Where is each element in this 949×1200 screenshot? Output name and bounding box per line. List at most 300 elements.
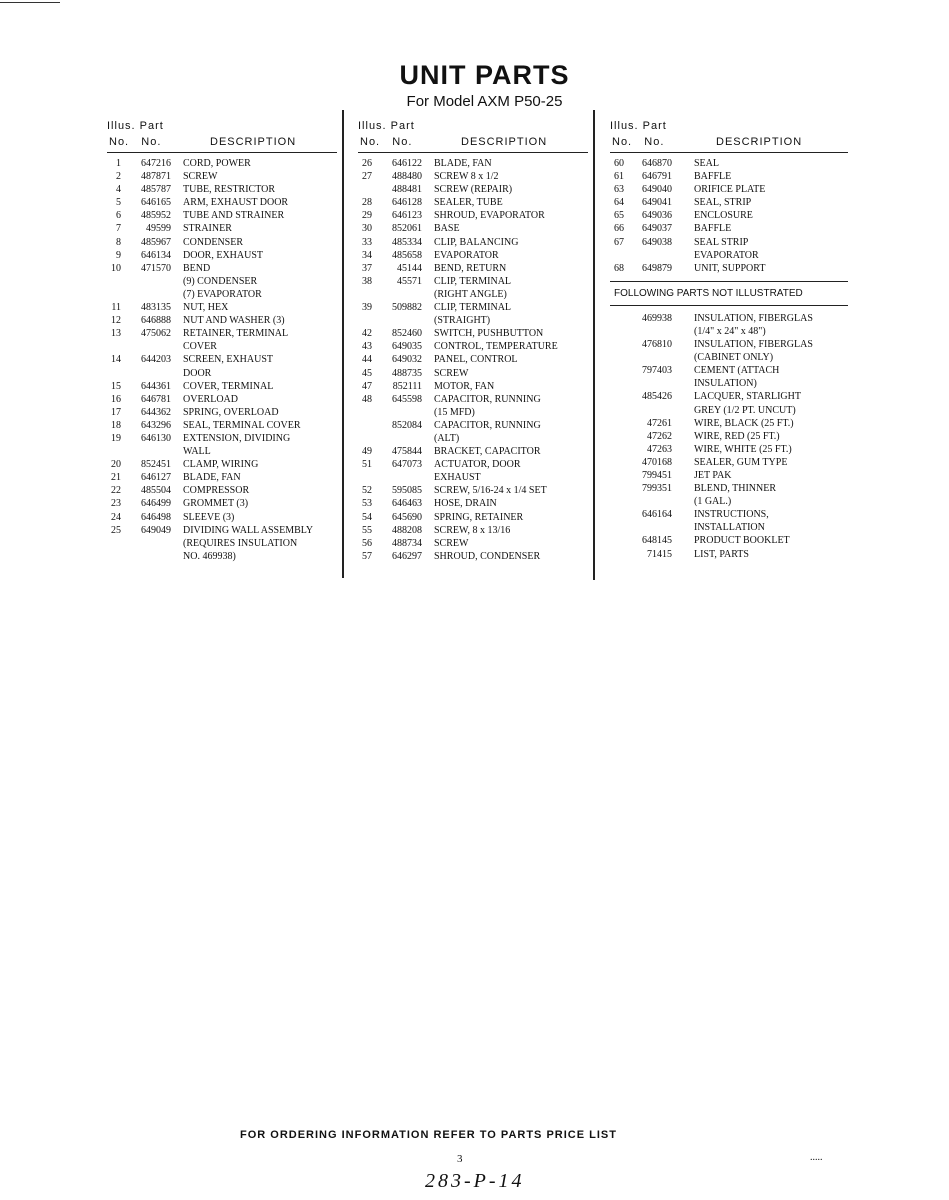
- parts-column-3: [610, 118, 848, 561]
- part-description: LACQUER, STARLIGHT: [694, 391, 801, 403]
- part-row: [358, 497, 588, 510]
- part-description: WALL: [183, 446, 211, 458]
- part-row: [358, 170, 588, 183]
- part-number: 646123: [392, 210, 422, 222]
- part-description: (STRAIGHT): [434, 315, 491, 327]
- part-description: SCREW, 8 x 13/16: [434, 524, 511, 536]
- illus-number: 12: [111, 315, 121, 327]
- part-row: [107, 406, 337, 419]
- part-description: CONTROL, TEMPERATURE: [434, 341, 558, 353]
- part-row: [107, 353, 337, 366]
- illus-number: 67: [614, 236, 624, 248]
- part-row: [107, 170, 337, 183]
- part-number: 45144: [397, 262, 422, 274]
- part-row: [358, 353, 588, 366]
- part-number: 644203: [141, 354, 171, 366]
- part-number: 646781: [141, 393, 171, 405]
- illus-number: 16: [111, 393, 121, 405]
- illus-number: 44: [362, 354, 372, 366]
- part-row: [358, 301, 588, 314]
- part-row: [107, 524, 337, 537]
- part-number: 646134: [141, 249, 171, 261]
- part-row: [107, 458, 337, 471]
- illus-number: 66: [614, 223, 624, 235]
- part-row: [358, 314, 588, 327]
- part-row: [610, 417, 848, 430]
- part-row: [610, 495, 848, 508]
- part-description: BEND, RETURN: [434, 262, 507, 274]
- part-number: 649038: [642, 236, 672, 248]
- part-number: 45571: [397, 275, 422, 287]
- part-number: 488735: [392, 367, 422, 379]
- part-number: 646164: [642, 509, 672, 521]
- part-number: 646499: [141, 498, 171, 510]
- illus-number: 19: [111, 432, 121, 444]
- part-number: 649879: [642, 262, 672, 274]
- part-description: GROMMET (3): [183, 498, 249, 510]
- part-row: [358, 393, 588, 406]
- part-description: CEMENT (ATTACH: [694, 365, 780, 377]
- part-row: [107, 340, 337, 353]
- part-number: 471570: [141, 262, 171, 274]
- part-row: [358, 432, 588, 445]
- illus-number: 18: [111, 419, 121, 431]
- part-number: 852111: [392, 380, 422, 392]
- part-description: (ALT): [434, 432, 460, 444]
- part-number: 649049: [141, 524, 171, 536]
- part-row: [107, 471, 337, 484]
- illus-number: 65: [614, 210, 624, 222]
- part-number: 646463: [392, 498, 422, 510]
- part-row: [610, 249, 848, 262]
- illus-number: 51: [362, 459, 372, 471]
- illus-number: 48: [362, 393, 372, 405]
- illus-number: 28: [362, 197, 372, 209]
- part-number: 487871: [141, 171, 171, 183]
- column-divider-2: [593, 110, 595, 580]
- part-number: 485967: [141, 236, 171, 248]
- part-row: [358, 327, 588, 340]
- part-description: NUT AND WASHER (3): [183, 315, 285, 327]
- part-description: TUBE AND STRAINER: [183, 210, 285, 222]
- part-description: SCREW (REPAIR): [434, 184, 513, 196]
- top-edge-mark: [0, 2, 60, 3]
- illus-number: 42: [362, 328, 372, 340]
- illus-number: 49: [362, 446, 372, 458]
- part-number: 645598: [392, 393, 422, 405]
- part-description: NO. 469938): [183, 550, 236, 562]
- header-no-no: No. No.: [360, 136, 413, 148]
- part-number: 649035: [392, 341, 422, 353]
- illus-number: 54: [362, 511, 372, 523]
- part-number: 852451: [141, 459, 171, 471]
- part-row: [610, 521, 848, 534]
- part-description: INSULATION, FIBERGLAS: [694, 339, 813, 351]
- part-row: [107, 393, 337, 406]
- illus-number: 2: [116, 171, 121, 183]
- illus-number: 25: [111, 524, 121, 536]
- illus-number: 23: [111, 498, 121, 510]
- part-description: OVERLOAD: [183, 393, 238, 405]
- part-row: [107, 157, 337, 170]
- part-description: DIVIDING WALL ASSEMBLY: [183, 524, 314, 536]
- illus-number: 14: [111, 354, 121, 366]
- illus-number: 24: [111, 511, 121, 523]
- part-number: 797403: [642, 365, 672, 377]
- illus-number: 33: [362, 236, 372, 248]
- part-description: SCREW: [434, 537, 469, 549]
- part-description: INSTRUCTIONS,: [694, 509, 769, 521]
- part-row: [358, 183, 588, 196]
- part-description: EVAPORATOR: [434, 249, 499, 261]
- part-row: [610, 377, 848, 390]
- illus-number: 53: [362, 498, 372, 510]
- part-number: 799351: [642, 483, 672, 495]
- part-description: STRAINER: [183, 223, 232, 235]
- illus-number: 30: [362, 223, 372, 235]
- part-row: [610, 508, 848, 521]
- part-number: 799451: [642, 469, 672, 481]
- part-description: (1 GAL.): [694, 496, 732, 508]
- part-description: (CABINET ONLY): [694, 352, 774, 364]
- part-number: 649041: [642, 197, 672, 209]
- header-description: DESCRIPTION: [210, 136, 297, 148]
- part-row: [107, 511, 337, 524]
- part-row: [610, 443, 848, 456]
- header-no-no: No. No.: [612, 136, 665, 148]
- part-description: (1/4" x 24" x 48"): [694, 325, 766, 337]
- illus-number: 60: [614, 158, 624, 169]
- part-number: 643296: [141, 419, 171, 431]
- part-description: SHROUD, EVAPORATOR: [434, 210, 545, 222]
- parts-rows: [610, 157, 848, 275]
- parts-rows: [358, 157, 588, 563]
- part-number: 646870: [642, 158, 672, 169]
- part-number: 647073: [392, 459, 422, 471]
- illus-number: 11: [111, 302, 121, 314]
- column-header: [107, 118, 337, 152]
- header-description: DESCRIPTION: [716, 136, 803, 148]
- illus-number: 10: [111, 262, 121, 274]
- part-description: CLIP, TERMINAL: [434, 302, 512, 314]
- part-description: SCREW: [434, 367, 469, 379]
- part-row: [358, 288, 588, 301]
- illus-number: 26: [362, 158, 372, 169]
- header-rule: [358, 152, 588, 153]
- part-row: [107, 327, 337, 340]
- part-row: [610, 209, 848, 222]
- part-number: 649032: [392, 354, 422, 366]
- part-row: [358, 550, 588, 563]
- part-description: COVER: [183, 341, 217, 353]
- part-description: BLEND, THINNER: [694, 483, 777, 495]
- part-number: 469938: [642, 312, 672, 324]
- part-number: 485334: [392, 236, 422, 248]
- part-row: [610, 364, 848, 377]
- illus-number: 1: [116, 158, 121, 169]
- part-number: 475844: [392, 446, 422, 458]
- part-number: 644361: [141, 380, 171, 392]
- illus-number: 6: [116, 210, 121, 222]
- part-number: 649036: [642, 210, 672, 222]
- part-row: [358, 524, 588, 537]
- part-number: 646127: [141, 472, 171, 484]
- part-row: [107, 275, 337, 288]
- header-illus-part: Illus. Part: [358, 120, 415, 132]
- part-description: SPRING, RETAINER: [434, 511, 524, 523]
- illus-number: 45: [362, 367, 372, 379]
- part-description: (15 MFD): [434, 406, 475, 418]
- part-row: [358, 340, 588, 353]
- illus-number: 37: [362, 262, 372, 274]
- part-row: [358, 209, 588, 222]
- part-number: 647216: [141, 158, 171, 169]
- part-number: 470168: [642, 456, 672, 468]
- part-row: [358, 537, 588, 550]
- part-description: CLIP, TERMINAL: [434, 275, 512, 287]
- part-description: WIRE, WHITE (25 FT.): [694, 443, 792, 455]
- illus-number: 34: [362, 249, 372, 261]
- part-number: 645690: [392, 511, 422, 523]
- part-row: [358, 196, 588, 209]
- part-number: 852084: [392, 419, 422, 431]
- header-illus-part: Illus. Part: [107, 120, 164, 132]
- ordering-footer: FOR ORDERING INFORMATION REFER TO PARTS PRICE LIST: [240, 1129, 617, 1141]
- part-row: [107, 497, 337, 510]
- part-description: BLADE, FAN: [183, 472, 241, 484]
- part-number: 646888: [141, 315, 171, 327]
- header-illus-part: Illus. Part: [610, 120, 667, 132]
- part-number: 595085: [392, 485, 422, 497]
- part-description: BRACKET, CAPACITOR: [434, 446, 541, 458]
- part-description: GREY (1/2 PT. UNCUT): [694, 404, 796, 416]
- illus-number: 64: [614, 197, 624, 209]
- part-description: PRODUCT BOOKLET: [694, 535, 790, 547]
- part-description: INSULATION, FIBERGLAS: [694, 312, 813, 324]
- part-description: SCREEN, EXHAUST: [183, 354, 274, 366]
- part-row: [107, 419, 337, 432]
- part-description: BLADE, FAN: [434, 158, 492, 169]
- part-row: [610, 548, 848, 561]
- following-parts-heading: FOLLOWING PARTS NOT ILLUSTRATED: [610, 281, 848, 306]
- part-description: (REQUIRES INSULATION: [183, 537, 298, 549]
- part-row: [358, 484, 588, 497]
- illus-number: 22: [111, 485, 121, 497]
- part-description: SEALER, GUM TYPE: [694, 456, 788, 468]
- part-number: 646165: [141, 197, 171, 209]
- part-row: [610, 170, 848, 183]
- part-description: ACTUATOR, DOOR: [434, 459, 521, 471]
- illus-number: 57: [362, 550, 372, 562]
- part-description: SWITCH, PUSHBUTTON: [434, 328, 544, 340]
- part-row: [610, 390, 848, 403]
- illus-number: 29: [362, 210, 372, 222]
- part-description: SCREW, 5/16-24 x 1/4 SET: [434, 485, 547, 497]
- illus-number: 21: [111, 472, 121, 484]
- part-row: [107, 550, 337, 563]
- illus-number: 61: [614, 171, 624, 183]
- part-number: 485787: [141, 184, 171, 196]
- part-description: EVAPORATOR: [694, 249, 759, 261]
- part-description: TUBE, RESTRICTOR: [183, 184, 276, 196]
- illus-number: 4: [116, 184, 121, 196]
- illus-number: 63: [614, 184, 624, 196]
- part-row: [358, 222, 588, 235]
- header-no-no: No. No.: [109, 136, 162, 148]
- part-row: [610, 236, 848, 249]
- part-description: SCREW: [183, 171, 218, 183]
- part-row: [107, 380, 337, 393]
- column-divider-1: [342, 110, 344, 578]
- part-description: JET PAK: [694, 469, 732, 481]
- column-header: [358, 118, 588, 152]
- corner-mark: .....: [810, 1152, 823, 1163]
- part-number: 475062: [141, 328, 171, 340]
- part-description: SPRING, OVERLOAD: [183, 406, 279, 418]
- illus-number: 47: [362, 380, 372, 392]
- part-number: 509882: [392, 302, 422, 314]
- header-description: DESCRIPTION: [461, 136, 548, 148]
- part-row: [610, 262, 848, 275]
- part-row: [358, 157, 588, 170]
- part-description: CONDENSER: [183, 236, 244, 248]
- illus-number: 55: [362, 524, 372, 536]
- part-description: INSTALLATION: [694, 522, 765, 534]
- part-number: 649037: [642, 223, 672, 235]
- part-description: (7) EVAPORATOR: [183, 288, 262, 300]
- part-number: 646128: [392, 197, 422, 209]
- part-row: [358, 511, 588, 524]
- page-number: 3: [457, 1153, 463, 1165]
- header-rule: [610, 152, 848, 153]
- part-description: SEAL, TERMINAL COVER: [183, 419, 301, 431]
- part-description: CLAMP, WIRING: [183, 459, 259, 471]
- illus-number: 20: [111, 459, 121, 471]
- part-row: [610, 456, 848, 469]
- part-row: [358, 249, 588, 262]
- part-row: [610, 534, 848, 547]
- part-row: [107, 432, 337, 445]
- part-number: 488480: [392, 171, 422, 183]
- part-description: BEND: [183, 262, 211, 274]
- part-number: 71415: [647, 548, 672, 560]
- part-description: BAFFLE: [694, 223, 732, 235]
- part-description: COMPRESSOR: [183, 485, 250, 497]
- illus-number: 15: [111, 380, 121, 392]
- header-rule: [107, 152, 337, 153]
- part-description: RETAINER, TERMINAL: [183, 328, 289, 340]
- part-description: SCREW 8 x 1/2: [434, 171, 499, 183]
- handwritten-note: 283-P-14: [425, 1170, 525, 1192]
- parts-rows: [107, 157, 337, 563]
- parts-column-2: [358, 118, 588, 563]
- part-number: 47263: [647, 443, 672, 455]
- illus-number: 8: [116, 236, 121, 248]
- part-row: [358, 275, 588, 288]
- part-row: [610, 325, 848, 338]
- illus-number: 56: [362, 537, 372, 549]
- part-row: [610, 338, 848, 351]
- part-number: 47262: [647, 430, 672, 442]
- illus-number: 5: [116, 197, 121, 209]
- part-description: (9) CONDENSER: [183, 275, 258, 287]
- part-description: CAPACITOR, RUNNING: [434, 393, 541, 405]
- part-description: LIST, PARTS: [694, 548, 749, 560]
- part-description: ENCLOSURE: [694, 210, 753, 222]
- part-description: NUT, HEX: [183, 302, 229, 314]
- part-number: 852460: [392, 328, 422, 340]
- part-row: [358, 419, 588, 432]
- part-description: SHROUD, CONDENSER: [434, 550, 541, 562]
- part-number: 485504: [141, 485, 171, 497]
- part-description: ARM, EXHAUST DOOR: [183, 197, 289, 209]
- part-row: [610, 351, 848, 364]
- following-parts-rows: [610, 312, 848, 561]
- part-number: 485952: [141, 210, 171, 222]
- part-row: [358, 471, 588, 484]
- part-description: DOOR: [183, 367, 212, 379]
- part-row: [610, 157, 848, 170]
- part-row: [107, 183, 337, 196]
- illus-number: 52: [362, 485, 372, 497]
- part-row: [610, 469, 848, 482]
- part-description: CAPACITOR, RUNNING: [434, 419, 541, 431]
- part-number: 485426: [642, 391, 672, 403]
- part-row: [610, 222, 848, 235]
- part-row: [107, 236, 337, 249]
- part-number: 644362: [141, 406, 171, 418]
- part-number: 49599: [146, 223, 171, 235]
- part-description: EXHAUST: [434, 472, 481, 484]
- part-row: [358, 367, 588, 380]
- part-row: [358, 262, 588, 275]
- part-description: COVER, TERMINAL: [183, 380, 274, 392]
- part-number: 488208: [392, 524, 422, 536]
- part-row: [107, 196, 337, 209]
- illus-number: 38: [362, 275, 372, 287]
- part-row: [107, 537, 337, 550]
- part-description: MOTOR, FAN: [434, 380, 495, 392]
- page-subtitle: For Model AXM P50-25: [406, 93, 563, 110]
- part-number: 646791: [642, 171, 672, 183]
- part-number: 488734: [392, 537, 422, 549]
- part-row: [107, 484, 337, 497]
- part-row: [107, 301, 337, 314]
- part-number: 47261: [647, 417, 672, 429]
- part-row: [107, 288, 337, 301]
- part-row: [107, 222, 337, 235]
- part-row: [610, 404, 848, 417]
- part-number: 648145: [642, 535, 672, 547]
- part-row: [610, 183, 848, 196]
- part-description: SEALER, TUBE: [434, 197, 503, 209]
- part-description: SEAL, STRIP: [694, 197, 752, 209]
- part-number: 476810: [642, 339, 672, 351]
- part-row: [107, 367, 337, 380]
- part-row: [358, 380, 588, 393]
- part-number: 646122: [392, 158, 422, 169]
- part-row: [107, 262, 337, 275]
- part-description: SEAL STRIP: [694, 236, 749, 248]
- part-description: UNIT, SUPPORT: [694, 262, 766, 274]
- part-row: [107, 314, 337, 327]
- part-row: [107, 445, 337, 458]
- illus-number: 27: [362, 171, 372, 183]
- part-row: [358, 445, 588, 458]
- part-row: [358, 406, 588, 419]
- part-number: 646130: [141, 432, 171, 444]
- part-row: [610, 482, 848, 495]
